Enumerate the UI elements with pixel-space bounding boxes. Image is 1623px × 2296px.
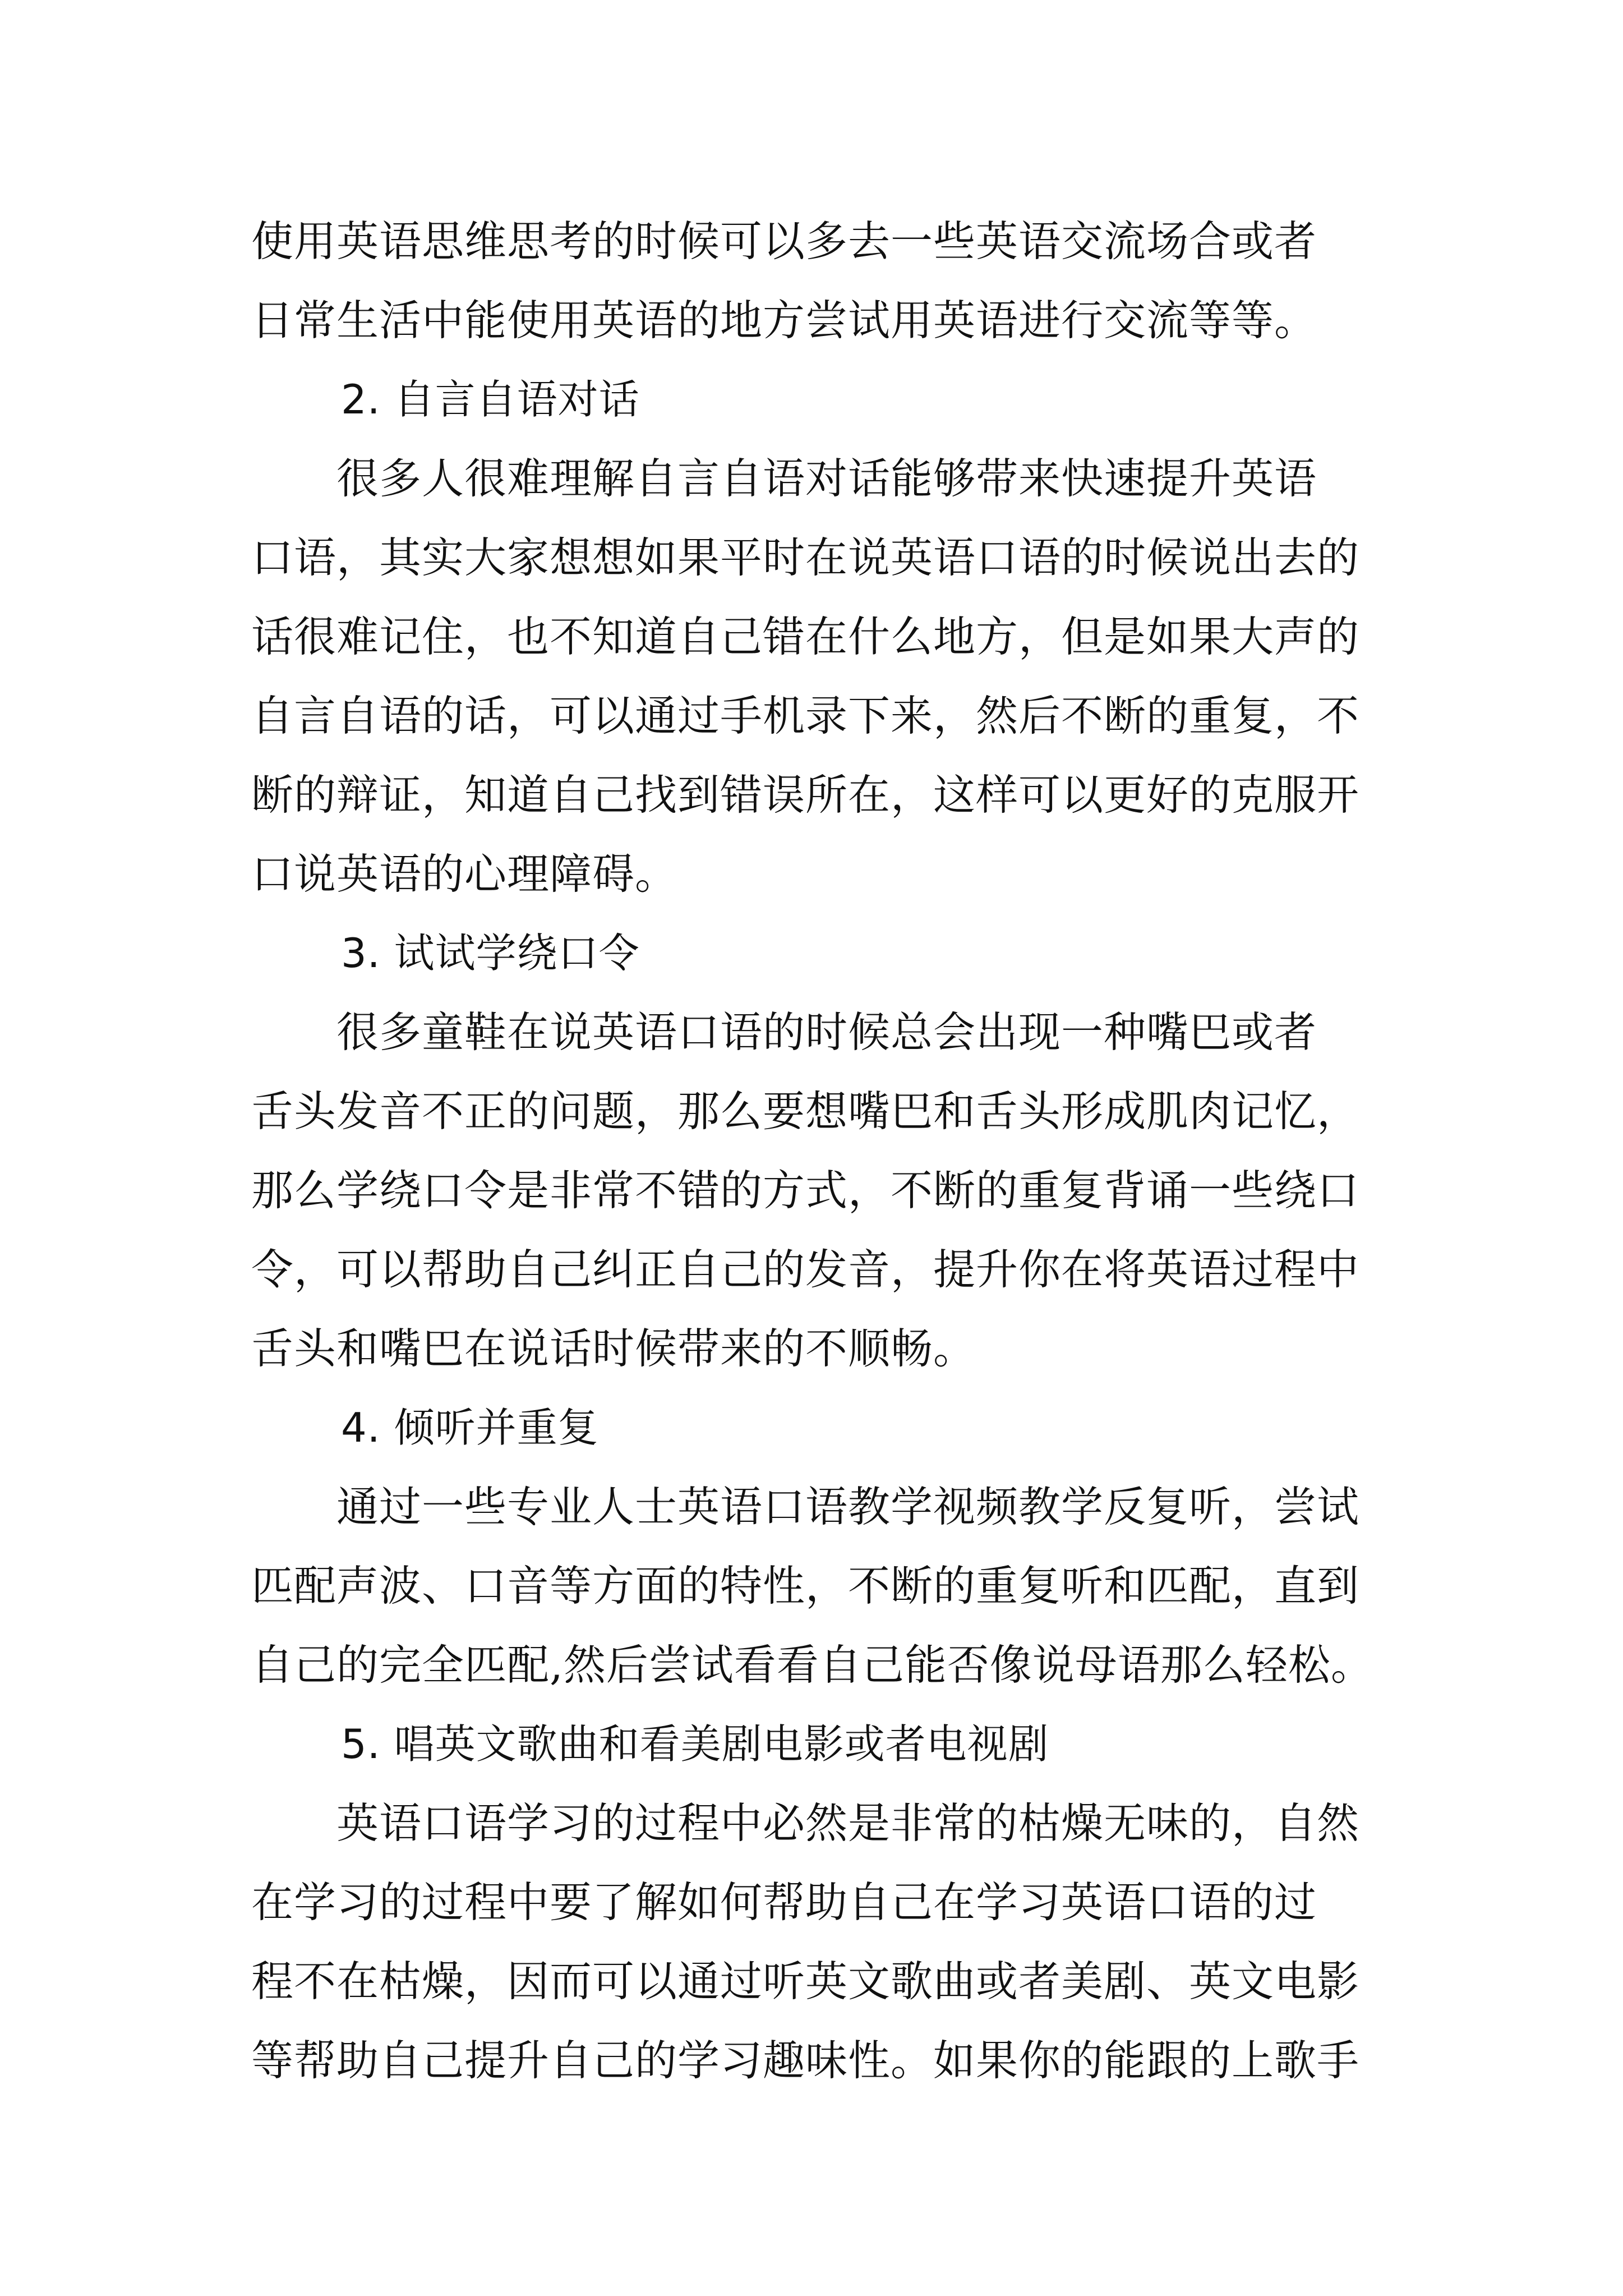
paragraph-line: 程不在枯燥，因而可以通过听英文歌曲或者美剧、英文电影	[251, 1957, 1360, 2006]
intro-line: 使用英语思维思考的时候可以多去一些英语交流场合或者	[251, 217, 1317, 266]
paragraph-line: 舌头发音不正的问题，那么要想嘴巴和舌头形成肌肉记忆，	[251, 1087, 1360, 1136]
paragraph-line: 匹配声波、口音等方面的特性，不断的重复听和匹配，直到	[251, 1561, 1360, 1611]
section-heading: 5. 唱英文歌曲和看美剧电影或者电视剧	[341, 1720, 1049, 1768]
paragraph-line: 话很难记住，也不知道自己错在什么地方，但是如果大声的	[251, 612, 1360, 661]
paragraph-line: 等帮助自己提升自己的学习趣味性。如果你的能跟的上歌手	[251, 2036, 1360, 2085]
paragraph-line: 在学习的过程中要了解如何帮助自己在学习英语口语的过	[251, 1878, 1317, 1927]
paragraph-line: 令，可以帮助自己纠正自己的发音，提升你在将英语过程中	[251, 1245, 1360, 1294]
paragraph-line: 口说英语的心理障碍。	[251, 849, 678, 899]
section-heading: 2. 自言自语对话	[341, 376, 640, 423]
paragraph-line: 很多童鞋在说英语口语的时候总会出现一种嘴巴或者	[251, 1007, 1317, 1057]
paragraph-line: 断的辩证，知道自己找到错误所在，这样可以更好的克服开	[251, 770, 1360, 820]
section-heading: 3. 试试学绕口令	[341, 930, 640, 977]
document-body	[251, 202, 1378, 2100]
paragraph-line: 自言自语的话，可以通过手机录下来，然后不断的重复，不	[251, 691, 1360, 740]
paragraph-line: 舌头和嘴巴在说话时候带来的不顺畅。	[251, 1324, 976, 1373]
paragraph-line: 口语，其实大家想想如果平时在说英语口语的时候说出去的	[251, 533, 1360, 582]
paragraph-line: 通过一些专业人士英语口语教学视频教学反复听，尝试	[251, 1482, 1360, 1531]
paragraph-line: 很多人很难理解自言自语对话能够带来快速提升英语	[251, 454, 1317, 503]
paragraph-line: 英语口语学习的过程中必然是非常的枯燥无味的，自然	[251, 1798, 1360, 1848]
intro-line: 日常生活中能使用英语的地方尝试用英语进行交流等等。	[251, 296, 1317, 345]
paragraph-line: 自己的完全匹配,然后尝试看看自己能否像说母语那么轻松。	[251, 1640, 1373, 1690]
section-heading: 4. 倾听并重复	[341, 1404, 599, 1451]
paragraph-line: 那么学绕口令是非常不错的方式，不断的重复背诵一些绕口	[251, 1166, 1360, 1215]
